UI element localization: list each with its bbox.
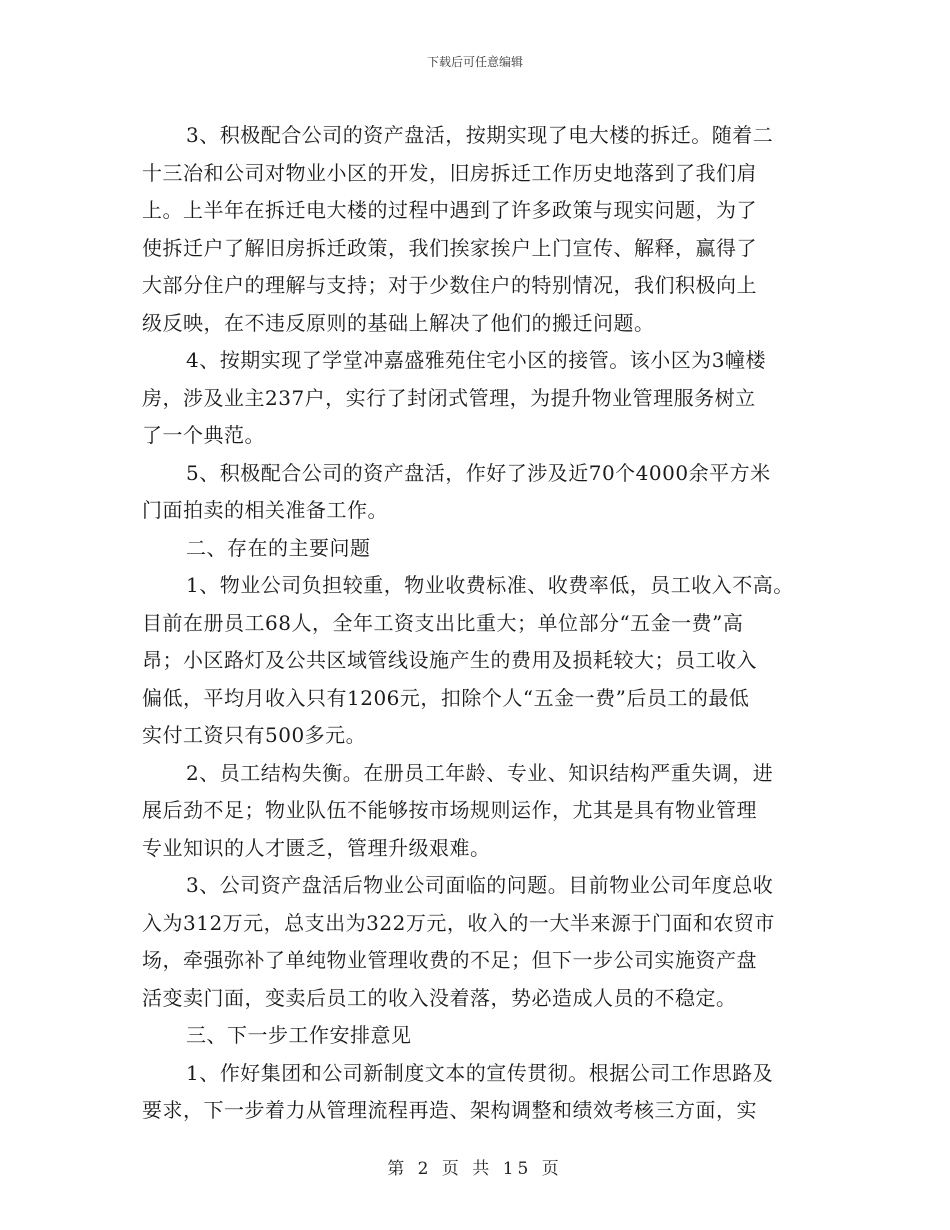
paragraph-line: 3、公司资产盘活后物业公司面临的问题。目前物业公司年度总收	[186, 873, 774, 897]
paragraph-line: 了一个典范。	[142, 423, 265, 447]
section-heading: 三、下一步工作安排意见	[186, 1023, 412, 1047]
paragraph-line: 活变卖门面，变卖后员工的收入没着落，势必造成人员的不稳定。	[142, 985, 737, 1010]
page-header: 下载后可任意编辑	[426, 55, 523, 69]
paragraph-line: 昂；小区路灯及公共区域管线设施产生的费用及损耗较大；员工收入	[142, 648, 757, 672]
paragraph-line: 2、员工结构失衡。在册员工年龄、专业、知识结构严重失调，进	[186, 760, 774, 785]
paragraph-line: 1、作好集团和公司新制度文本的宣传贯彻。根据公司工作思路及	[186, 1060, 774, 1085]
paragraph-line: 大部分住户的理解与支持；对于少数住户的特别情况，我们积极向上	[142, 273, 757, 297]
paragraph-line: 使拆迁户了解旧房拆迁政策，我们挨家挨户上门宣传、解释，赢得了	[142, 235, 757, 260]
paragraph-line: 展后劲不足；物业队伍不能够按市场规则运作，尤其是具有物业管理	[142, 798, 757, 822]
paragraph-line: 要求，下一步着力从管理流程再造、架构调整和绩效考核三方面，实	[142, 1098, 757, 1122]
paragraph-line: 4、按期实现了学堂冲嘉盛雅苑住宅小区的接管。该小区为3幢楼	[186, 348, 766, 372]
paragraph-line: 专业知识的人才匮乏，管理升级艰难。	[142, 835, 491, 860]
paragraph-line: 3、积极配合公司的资产盘活，按期实现了电大楼的拆迁。随着二	[186, 123, 774, 147]
paragraph-line: 十三冶和公司对物业小区的开发，旧房拆迁工作历史地落到了我们肩	[142, 160, 757, 185]
paragraph-line: 上。上半年在拆迁电大楼的过程中遇到了许多政策与现实问题，为了	[142, 198, 757, 222]
paragraph-line: 房，涉及业主237户，实行了封闭式管理，为提升物业管理服务树立	[142, 385, 756, 410]
paragraph-line: 目前在册员工68人，全年工资支出比重大；单位部分“五金一费”高	[142, 610, 744, 635]
section-heading: 二、存在的主要问题	[186, 535, 371, 560]
paragraph-line: 入为312万元，总支出为322万元，收入的一大半来源于门面和农贸市	[142, 910, 775, 935]
document-body	[142, 117, 822, 1130]
paragraph-line: 级反映，在不违反原则的基础上解决了他们的搬迁问题。	[142, 310, 655, 335]
paragraph-line: 1、物业公司负担较重，物业收费标准、收费率低，员工收入不高。	[186, 573, 794, 597]
paragraph-line: 场，牵强弥补了单纯物业管理收费的不足；但下一步公司实施资产盘	[142, 948, 757, 972]
paragraph-line: 偏低，平均月收入只有1206元，扣除个人“五金一费”后员工的最低	[142, 685, 750, 710]
paragraph-line: 门面拍卖的相关准备工作。	[142, 498, 388, 522]
paragraph-line: 实付工资只有500多元。	[142, 723, 367, 747]
page-footer: 第 2 页 共 15 页	[387, 1159, 563, 1179]
paragraph-line: 5、积极配合公司的资产盘活，作好了涉及近70个4000余平方米	[186, 460, 771, 485]
